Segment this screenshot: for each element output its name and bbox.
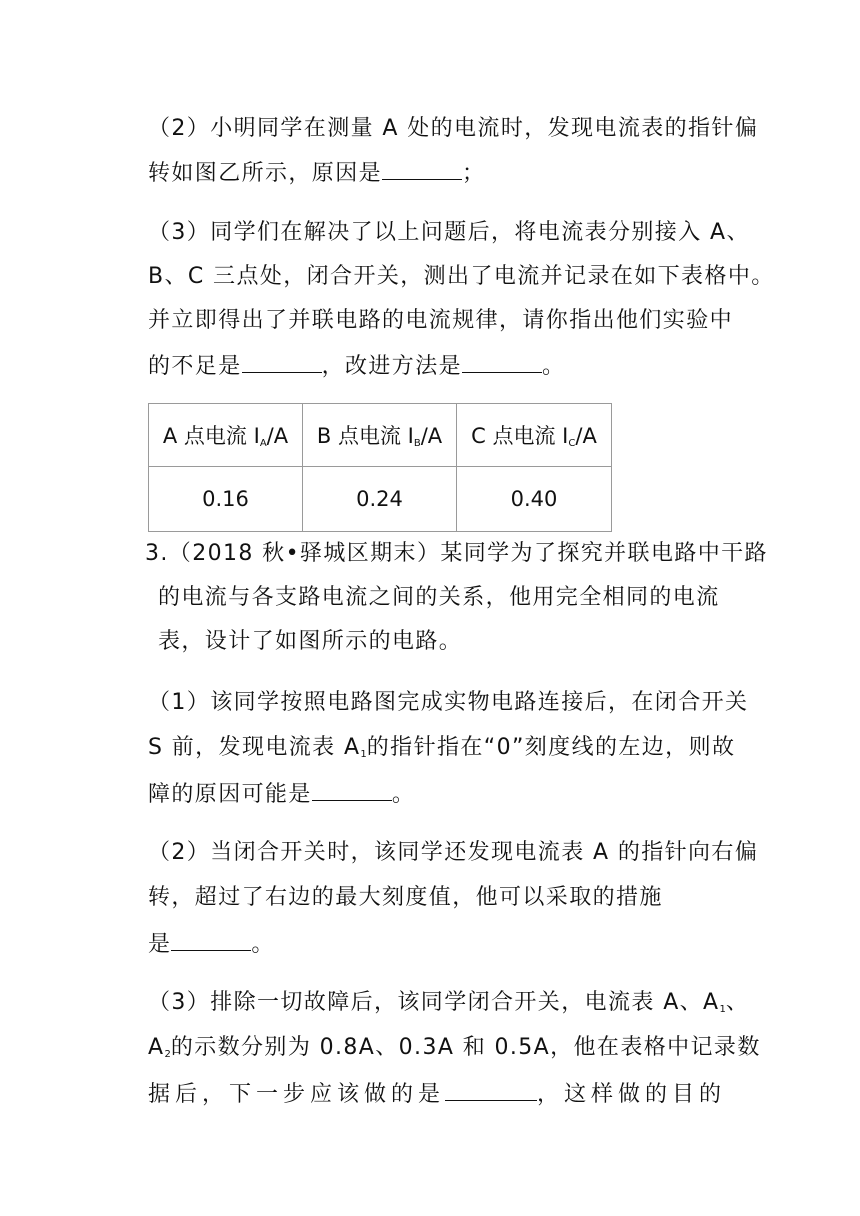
p3-line-1: （3）排除一切故障后，该同学闭合开关，电流表 A、$A_1$、 — [148, 990, 750, 1015]
q3-text-end: 。 — [542, 354, 566, 379]
table-cell: 0.40 — [457, 467, 612, 532]
q3-line-4 — [148, 350, 565, 382]
answer-blank[interactable] — [171, 928, 251, 951]
answer-blank[interactable] — [445, 1078, 537, 1101]
p1-line-3: 障的原因可能是 。 — [148, 778, 415, 810]
table-header-cell: A 点电流 $I_A/A$ — [149, 404, 303, 467]
problem-text: （2018 秋•驿城区期末）某同学为了探究并联电路中干路 — [168, 541, 768, 566]
q2-text-end: ； — [462, 161, 486, 186]
q3-line-1: （3）同学们在解决了以上问题后，将电流表分别接入 A、 — [148, 220, 750, 245]
p1-line-2: S 前，发现电流表 $A_1$的指针指在“0”刻度线的左边，则故 — [148, 735, 736, 760]
q2-line-2 — [148, 157, 485, 189]
p3-line-2: $A_2$的示数分别为 0.8A、0.3A 和 0.5A，他在表格中记录数 — [148, 1035, 761, 1060]
table-header-cell: B 点电流 $I_B/A$ — [303, 404, 457, 467]
p2-line-1: （2）当闭合开关时，该同学还发现电流表 A 的指针向右偏 — [148, 840, 759, 865]
problem-3-line-3: 表，设计了如图所示的电路。 — [158, 629, 463, 654]
q3-line-2: B、C 三点处，闭合开关，测出了电流并记录在如下表格中。 — [148, 264, 775, 289]
table-cell: 0.16 — [149, 467, 303, 532]
answer-blank[interactable] — [382, 157, 462, 180]
answer-blank[interactable] — [312, 778, 392, 801]
answer-blank[interactable] — [462, 350, 542, 373]
problem-number: 3. — [145, 541, 169, 566]
problem-3-line-1 — [145, 539, 768, 569]
p1-line-1: （1）该同学按照电路图完成实物电路连接后，在闭合开关 — [148, 690, 749, 715]
table-header-cell: C 点电流 $I_C/A$ — [457, 404, 612, 467]
q3-text-mid: ，改进方法是 — [321, 354, 463, 379]
problem-3-line-2: 的电流与各支路电流之间的关系，他用完全相同的电流 — [158, 585, 720, 610]
table-row — [149, 467, 612, 532]
p2-line-2: 转，超过了右边的最大刻度值，他可以采取的措施 — [148, 885, 663, 910]
q2-line-1: （2）小明同学在测量 A 处的电流时，发现电流表的指针偏 — [148, 116, 759, 141]
p2-line-3: 是 。 — [148, 928, 275, 960]
q3-line-3: 并立即得出了并联电路的电流规律，请你指出他们实验中 — [148, 308, 734, 333]
p3-line-3: 据后，下一步应该做的是 ，这样做的目的 — [148, 1078, 726, 1110]
current-table — [148, 403, 612, 532]
answer-blank[interactable] — [242, 350, 322, 373]
q3-text: 的不足是 — [148, 354, 242, 379]
table-cell: 0.24 — [303, 467, 457, 532]
table-header-row — [149, 404, 612, 467]
q2-text: 转如图乙所示，原因是 — [148, 161, 383, 186]
